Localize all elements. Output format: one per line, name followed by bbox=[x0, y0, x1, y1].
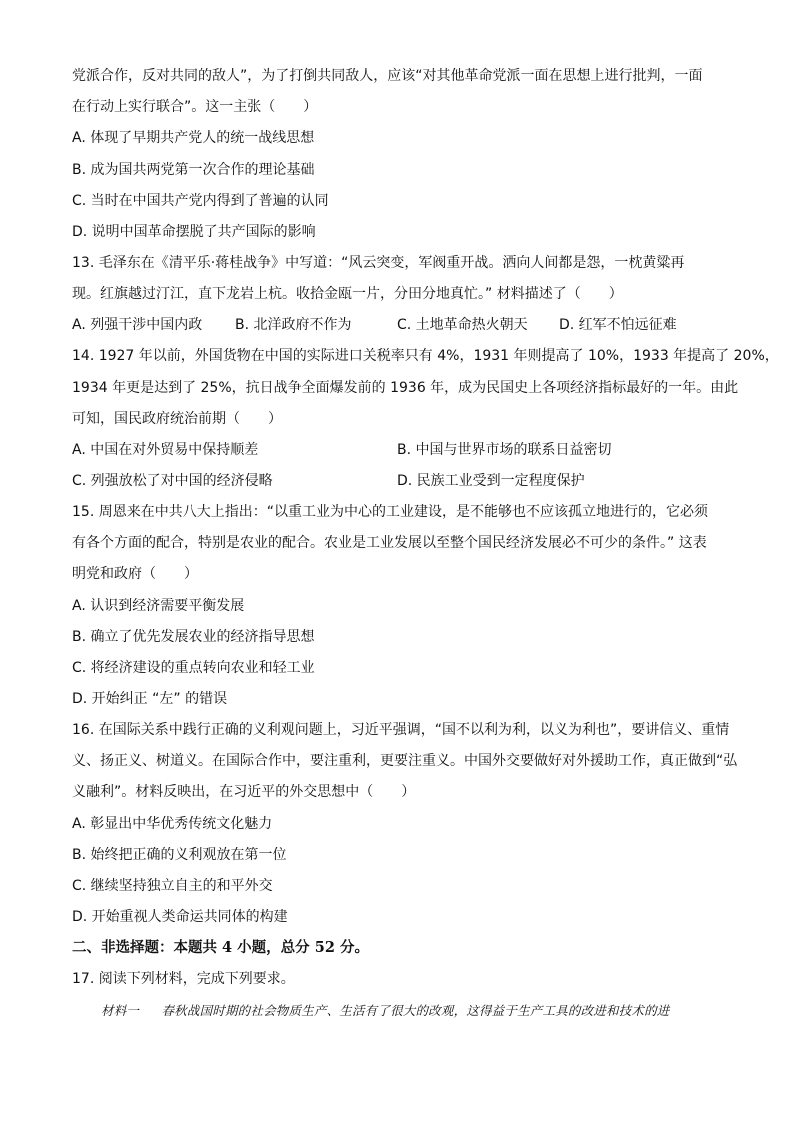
q15-option-b: B. 确立了优先发展农业的经济指导思想 bbox=[72, 629, 315, 645]
q15-stem-line-3: 明党和政府（ ） bbox=[72, 566, 198, 582]
q13-stem-line-2: 现。红旗越过汀江，直下龙岩上杭。收拾金瓯一片，分田分地真忙。” 材料描述了（ ） bbox=[72, 286, 623, 302]
q16-stem-line-1: 16. 在国际关系中践行正确的义利观问题上，习近平强调，“国不以利为利，以义为利也”，要讲信义、重情 bbox=[72, 722, 730, 738]
q12-option-d: D. 说明中国革命摆脱了共产国际的影响 bbox=[72, 224, 316, 240]
q16-option-b: B. 始终把正确的义利观放在第一位 bbox=[72, 847, 287, 863]
q14-option-c: C. 列强放松了对中国的经济侵略 bbox=[72, 473, 273, 489]
q15-option-c: C. 将经济建设的重点转向农业和轻工业 bbox=[72, 660, 315, 676]
q16-option-a: A. 彰显出中华优秀传统文化魅力 bbox=[72, 816, 273, 832]
q16-stem-line-3: 义融利”。材料反映出，在习近平的外交思想中（ ） bbox=[72, 784, 416, 800]
q12-stem-line-2: 在行动上实行联合”。这一主张（ ） bbox=[72, 99, 318, 115]
q13-option-d: D. 红军不怕远征难 bbox=[559, 317, 677, 333]
q13-option-a: A. 列强干涉中国内政 bbox=[72, 317, 203, 333]
q12-option-b: B. 成为国共两党第一次合作的理论基础 bbox=[72, 162, 315, 178]
q12-option-a: A. 体现了早期共产党人的统一战线思想 bbox=[72, 130, 315, 146]
q15-option-a: A. 认识到经济需要平衡发展 bbox=[72, 598, 245, 614]
q14-option-a: A. 中国在对外贸易中保持顺差 bbox=[72, 442, 259, 458]
q14-stem-line-1: 14. 1927 年以前，外国货物在中国的实际进口关税率只有 4%，1931 年则提高了 10%，1933 年提高了 20%， bbox=[72, 348, 779, 364]
q17-material-1 bbox=[101, 1001, 741, 1021]
q16-option-c: C. 继续坚持独立自主的和平外交 bbox=[72, 878, 273, 894]
q14-option-d: D. 民族工业受到一定程度保护 bbox=[397, 473, 585, 489]
q13-stem-line-1: 13. 毛泽东在《清平乐·蒋桂战争》中写道：“风云突变，军阀重开战。洒向人间都是怨，一枕黄粱再 bbox=[72, 255, 685, 271]
section-2-heading: 二、非选择题：本题共 4 小题，总分 52 分。 bbox=[72, 939, 369, 956]
q15-stem-line-2: 有各个方面的配合，特别是农业的配合。农业是工业发展以至整个国民经济发展必不可少的条件。” 这表 bbox=[72, 535, 707, 551]
q16-stem-line-2: 义、扬正义、树道义。在国际合作中，要注重利，更要注重义。中国外交要做好对外援助工作，真正做到“弘 bbox=[72, 753, 738, 769]
q14-stem-line-3: 可知，国民政府统治前期（ ） bbox=[72, 411, 282, 427]
q16-option-d: D. 开始重视人类命运共同体的构建 bbox=[72, 909, 288, 925]
material-label: 材料一 bbox=[101, 1003, 140, 1018]
q13-option-c: C. 土地革命热火朝天 bbox=[397, 317, 528, 333]
material-text: 春秋战国时期的社会物质生产、生活有了很大的改观，这得益于生产工具的改进和技术的进 bbox=[161, 1003, 670, 1018]
q15-stem-line-1: 15. 周恩来在中共八大上指出：“以重工业为中心的工业建设，是不能够也不应该孤立地进行的，它必须 bbox=[72, 504, 708, 520]
q12-stem-line-1: 党派合作，反对共同的敌人”，为了打倒共同敌人，应该“对其他革命党派一面在思想上进行批判，一面 bbox=[72, 68, 703, 84]
q14-option-b: B. 中国与世界市场的联系日益密切 bbox=[397, 442, 612, 458]
q12-option-c: C. 当时在中国共产党内得到了普遍的认同 bbox=[72, 193, 329, 209]
q13-option-b: B. 北洋政府不作为 bbox=[235, 317, 352, 333]
q15-option-d: D. 开始纠正 “左” 的错误 bbox=[72, 691, 228, 707]
q17-stem: 17. 阅读下列材料，完成下列要求。 bbox=[72, 971, 295, 987]
q14-stem-line-2: 1934 年更是达到了 25%，抗日战争全面爆发前的 1936 年，成为民国史上各项经济指标最好的一年。由此 bbox=[72, 380, 739, 396]
